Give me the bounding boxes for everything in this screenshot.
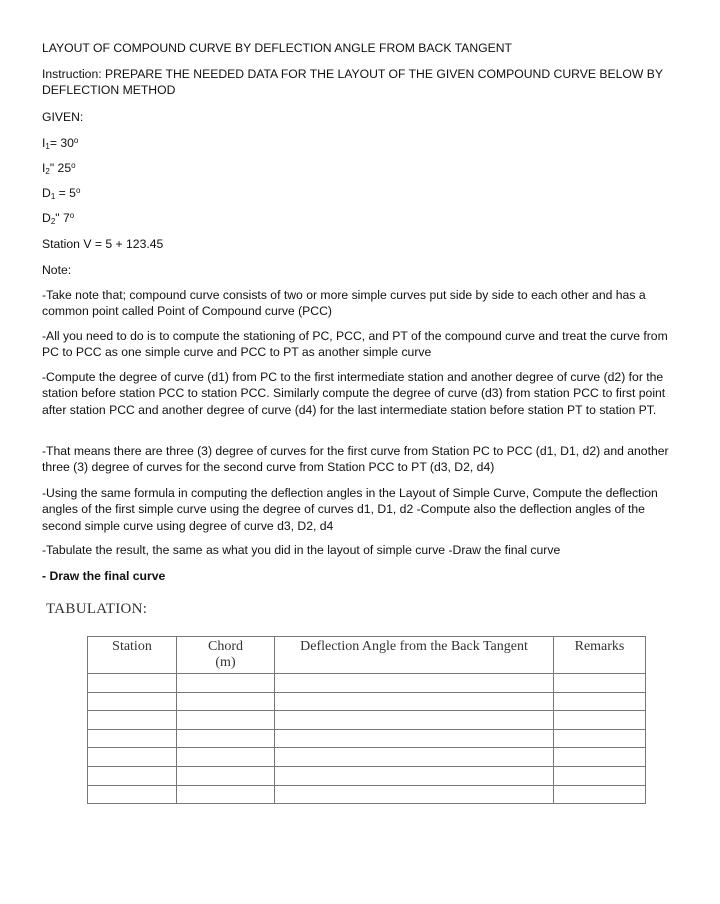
table-cell[interactable] bbox=[554, 692, 646, 711]
table-cell[interactable] bbox=[177, 674, 275, 693]
header-deflection-angle: Deflection Angle from the Back Tangent bbox=[275, 637, 554, 674]
note-2: -All you need to do is to compute the stationing of PC, PCC, and PT of the compound curve and treat the curve from PC to PCC as one simple curve and PCC to PT as another simple curve bbox=[42, 329, 668, 360]
final-note: - Draw the final curve bbox=[42, 569, 166, 583]
table-cell[interactable] bbox=[554, 785, 646, 804]
table-row bbox=[88, 748, 646, 767]
table-cell[interactable] bbox=[554, 766, 646, 785]
table-cell[interactable] bbox=[177, 748, 275, 767]
note-4: -That means there are three (3) degree of curves for the first curve from Station PC to PCC (d1, D1, d2) and another three (3) degree of curves for the second curve from Station PCC to PT (d3, D2, d4) bbox=[42, 444, 669, 475]
table-cell[interactable] bbox=[88, 748, 177, 767]
table-row bbox=[88, 766, 646, 785]
table-cell[interactable] bbox=[88, 711, 177, 730]
table-row bbox=[88, 785, 646, 804]
instruction-text: Instruction: PREPARE THE NEEDED DATA FOR THE LAYOUT OF THE GIVEN COMPOUND CURVE BELOW BY DEFLECTION METHOD bbox=[42, 67, 663, 98]
tabulation-title: TABULATION: bbox=[46, 601, 148, 617]
header-station: Station bbox=[88, 637, 177, 674]
table-cell[interactable] bbox=[554, 711, 646, 730]
note-label: Note: bbox=[42, 263, 72, 277]
table-cell[interactable] bbox=[554, 748, 646, 767]
table-cell[interactable] bbox=[554, 729, 646, 748]
given-i2: I2" 25$^o$ bbox=[42, 161, 76, 176]
table-cell[interactable] bbox=[275, 692, 554, 711]
table-cell[interactable] bbox=[554, 674, 646, 693]
table-cell[interactable] bbox=[275, 674, 554, 693]
table-cell[interactable] bbox=[275, 766, 554, 785]
table-cell[interactable] bbox=[275, 748, 554, 767]
given-d2: D2" 7$^o$ bbox=[42, 211, 75, 226]
given-d1: $D1 = 5^o$ bbox=[42, 186, 81, 201]
given-i1: $I1= 30^o$ bbox=[42, 136, 79, 151]
table-cell[interactable] bbox=[88, 692, 177, 711]
table-cell[interactable] bbox=[177, 692, 275, 711]
table-row bbox=[88, 674, 646, 693]
table-header-row bbox=[88, 637, 646, 674]
table-row bbox=[88, 711, 646, 730]
table-cell[interactable] bbox=[88, 766, 177, 785]
table-cell[interactable] bbox=[88, 729, 177, 748]
note-6: -Tabulate the result, the same as what you did in the layout of simple curve -Draw the final curve bbox=[42, 543, 561, 557]
document-title: LAYOUT OF COMPOUND CURVE BY DEFLECTION ANGLE FROM BACK TANGENT bbox=[42, 41, 512, 55]
tabulation-table bbox=[87, 636, 646, 804]
table-row bbox=[88, 729, 646, 748]
table-cell[interactable] bbox=[177, 766, 275, 785]
table-cell[interactable] bbox=[177, 785, 275, 804]
table-body bbox=[88, 674, 646, 804]
note-5: -Using the same formula in computing the deflection angles in the Layout of Simple Curve, Compute the deflection angles of the first simple curve using the degree of curves d1, D1, d2 -Compute also the deflection angles of the second simple curve using degree of curve d3, D2, d4 bbox=[42, 486, 658, 533]
note-1: -Take note that; compound curve consists of two or more simple curves put side by side to each other and has a common point called Point of Compound curve (PCC) bbox=[42, 288, 646, 319]
table-cell[interactable] bbox=[88, 674, 177, 693]
given-station: Station V = 5 + 123.45 bbox=[42, 237, 164, 251]
table-cell[interactable] bbox=[177, 711, 275, 730]
table-cell[interactable] bbox=[275, 785, 554, 804]
given-label: GIVEN: bbox=[42, 110, 84, 124]
table-row bbox=[88, 692, 646, 711]
table-cell[interactable] bbox=[275, 729, 554, 748]
header-remarks: Remarks bbox=[554, 637, 646, 674]
table-cell[interactable] bbox=[88, 785, 177, 804]
table-cell[interactable] bbox=[177, 729, 275, 748]
note-3: -Compute the degree of curve (d1) from PC to the first intermediate station and another degree of curve (d2) for the station before station PCC to station PCC. Similarly compute the degree of curve (d3) from station PCC to first point after station PCC and another degree of curve (d4) for the last intermediate station before station PT to station PT. bbox=[42, 370, 666, 417]
table-cell[interactable] bbox=[275, 711, 554, 730]
header-chord: Chord (m) bbox=[177, 637, 275, 674]
